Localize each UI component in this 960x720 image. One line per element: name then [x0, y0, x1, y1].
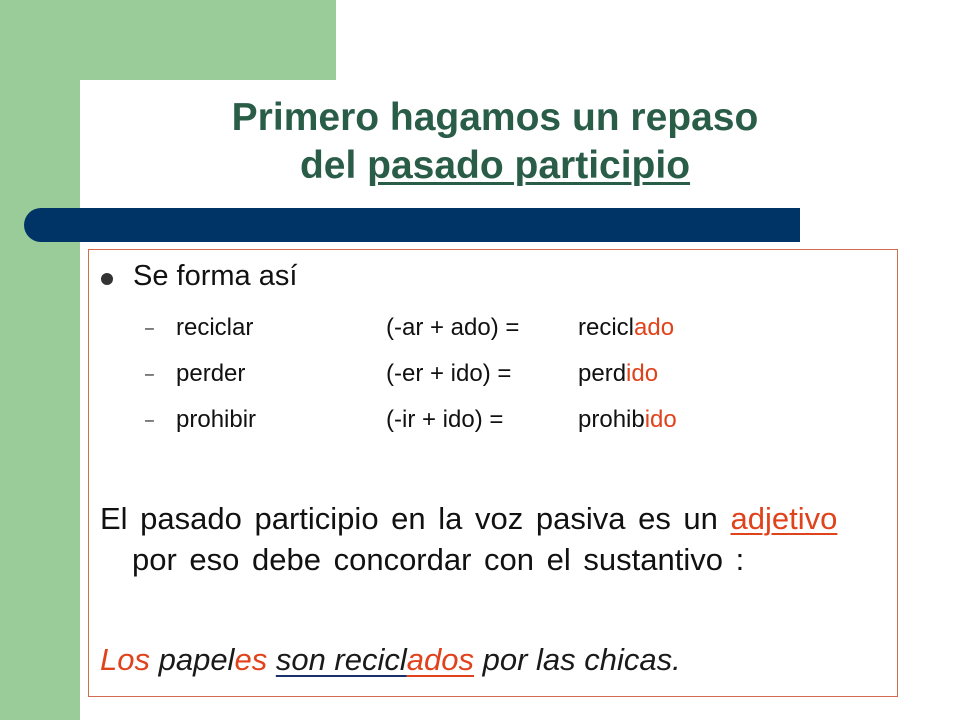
participle-ending: ido [644, 406, 677, 433]
ending-rule: (-er + ido) = [386, 360, 512, 387]
title-prefix: del [299, 144, 368, 187]
title-line-2 [130, 142, 860, 190]
example-son-recicl: son recicl [275, 642, 407, 677]
slide-title [130, 94, 860, 190]
participle-stem: prohib [578, 406, 645, 433]
example-space [267, 642, 276, 677]
title-divider-bar [24, 208, 800, 242]
ending-rule: (-ir + ido) = [386, 406, 504, 433]
participle-ending: ado [634, 314, 675, 341]
infinitive: reciclar [176, 314, 254, 341]
participle [578, 406, 677, 434]
participle-ending: ido [626, 360, 659, 387]
explanation-paragraph [100, 498, 872, 580]
participle-stem: perd [578, 360, 627, 387]
bullet-dot-icon [101, 273, 113, 285]
title-underlined: pasado participio [367, 144, 691, 187]
paragraph-part-2: por eso debe concordar con el sustantivo : [132, 542, 745, 577]
dash-icon: – [145, 366, 154, 383]
example-papel: papel [149, 642, 235, 677]
top-green-band [80, 0, 336, 80]
left-green-band [0, 0, 80, 720]
example-sentence [100, 642, 681, 678]
adjetivo-link[interactable]: adjetivo [730, 501, 838, 536]
participle [578, 360, 658, 388]
bullet-text: Se forma así [133, 260, 298, 292]
participle [578, 314, 674, 342]
example-los: Los [100, 642, 150, 677]
dash-icon: – [145, 412, 154, 429]
example-plural-ending: es [234, 642, 268, 677]
example-ados: ados [406, 642, 474, 677]
example-rest: por las chicas. [474, 642, 681, 677]
paragraph-part-1: El pasado participio en la voz pasiva es un [100, 501, 731, 536]
dash-icon: – [145, 320, 154, 337]
infinitive: perder [176, 360, 246, 387]
ending-rule: (-ar + ado) = [386, 314, 520, 341]
participle-stem: recicl [578, 314, 635, 341]
title-line-1: Primero hagamos un repaso [231, 96, 759, 139]
infinitive: prohibir [176, 406, 257, 433]
